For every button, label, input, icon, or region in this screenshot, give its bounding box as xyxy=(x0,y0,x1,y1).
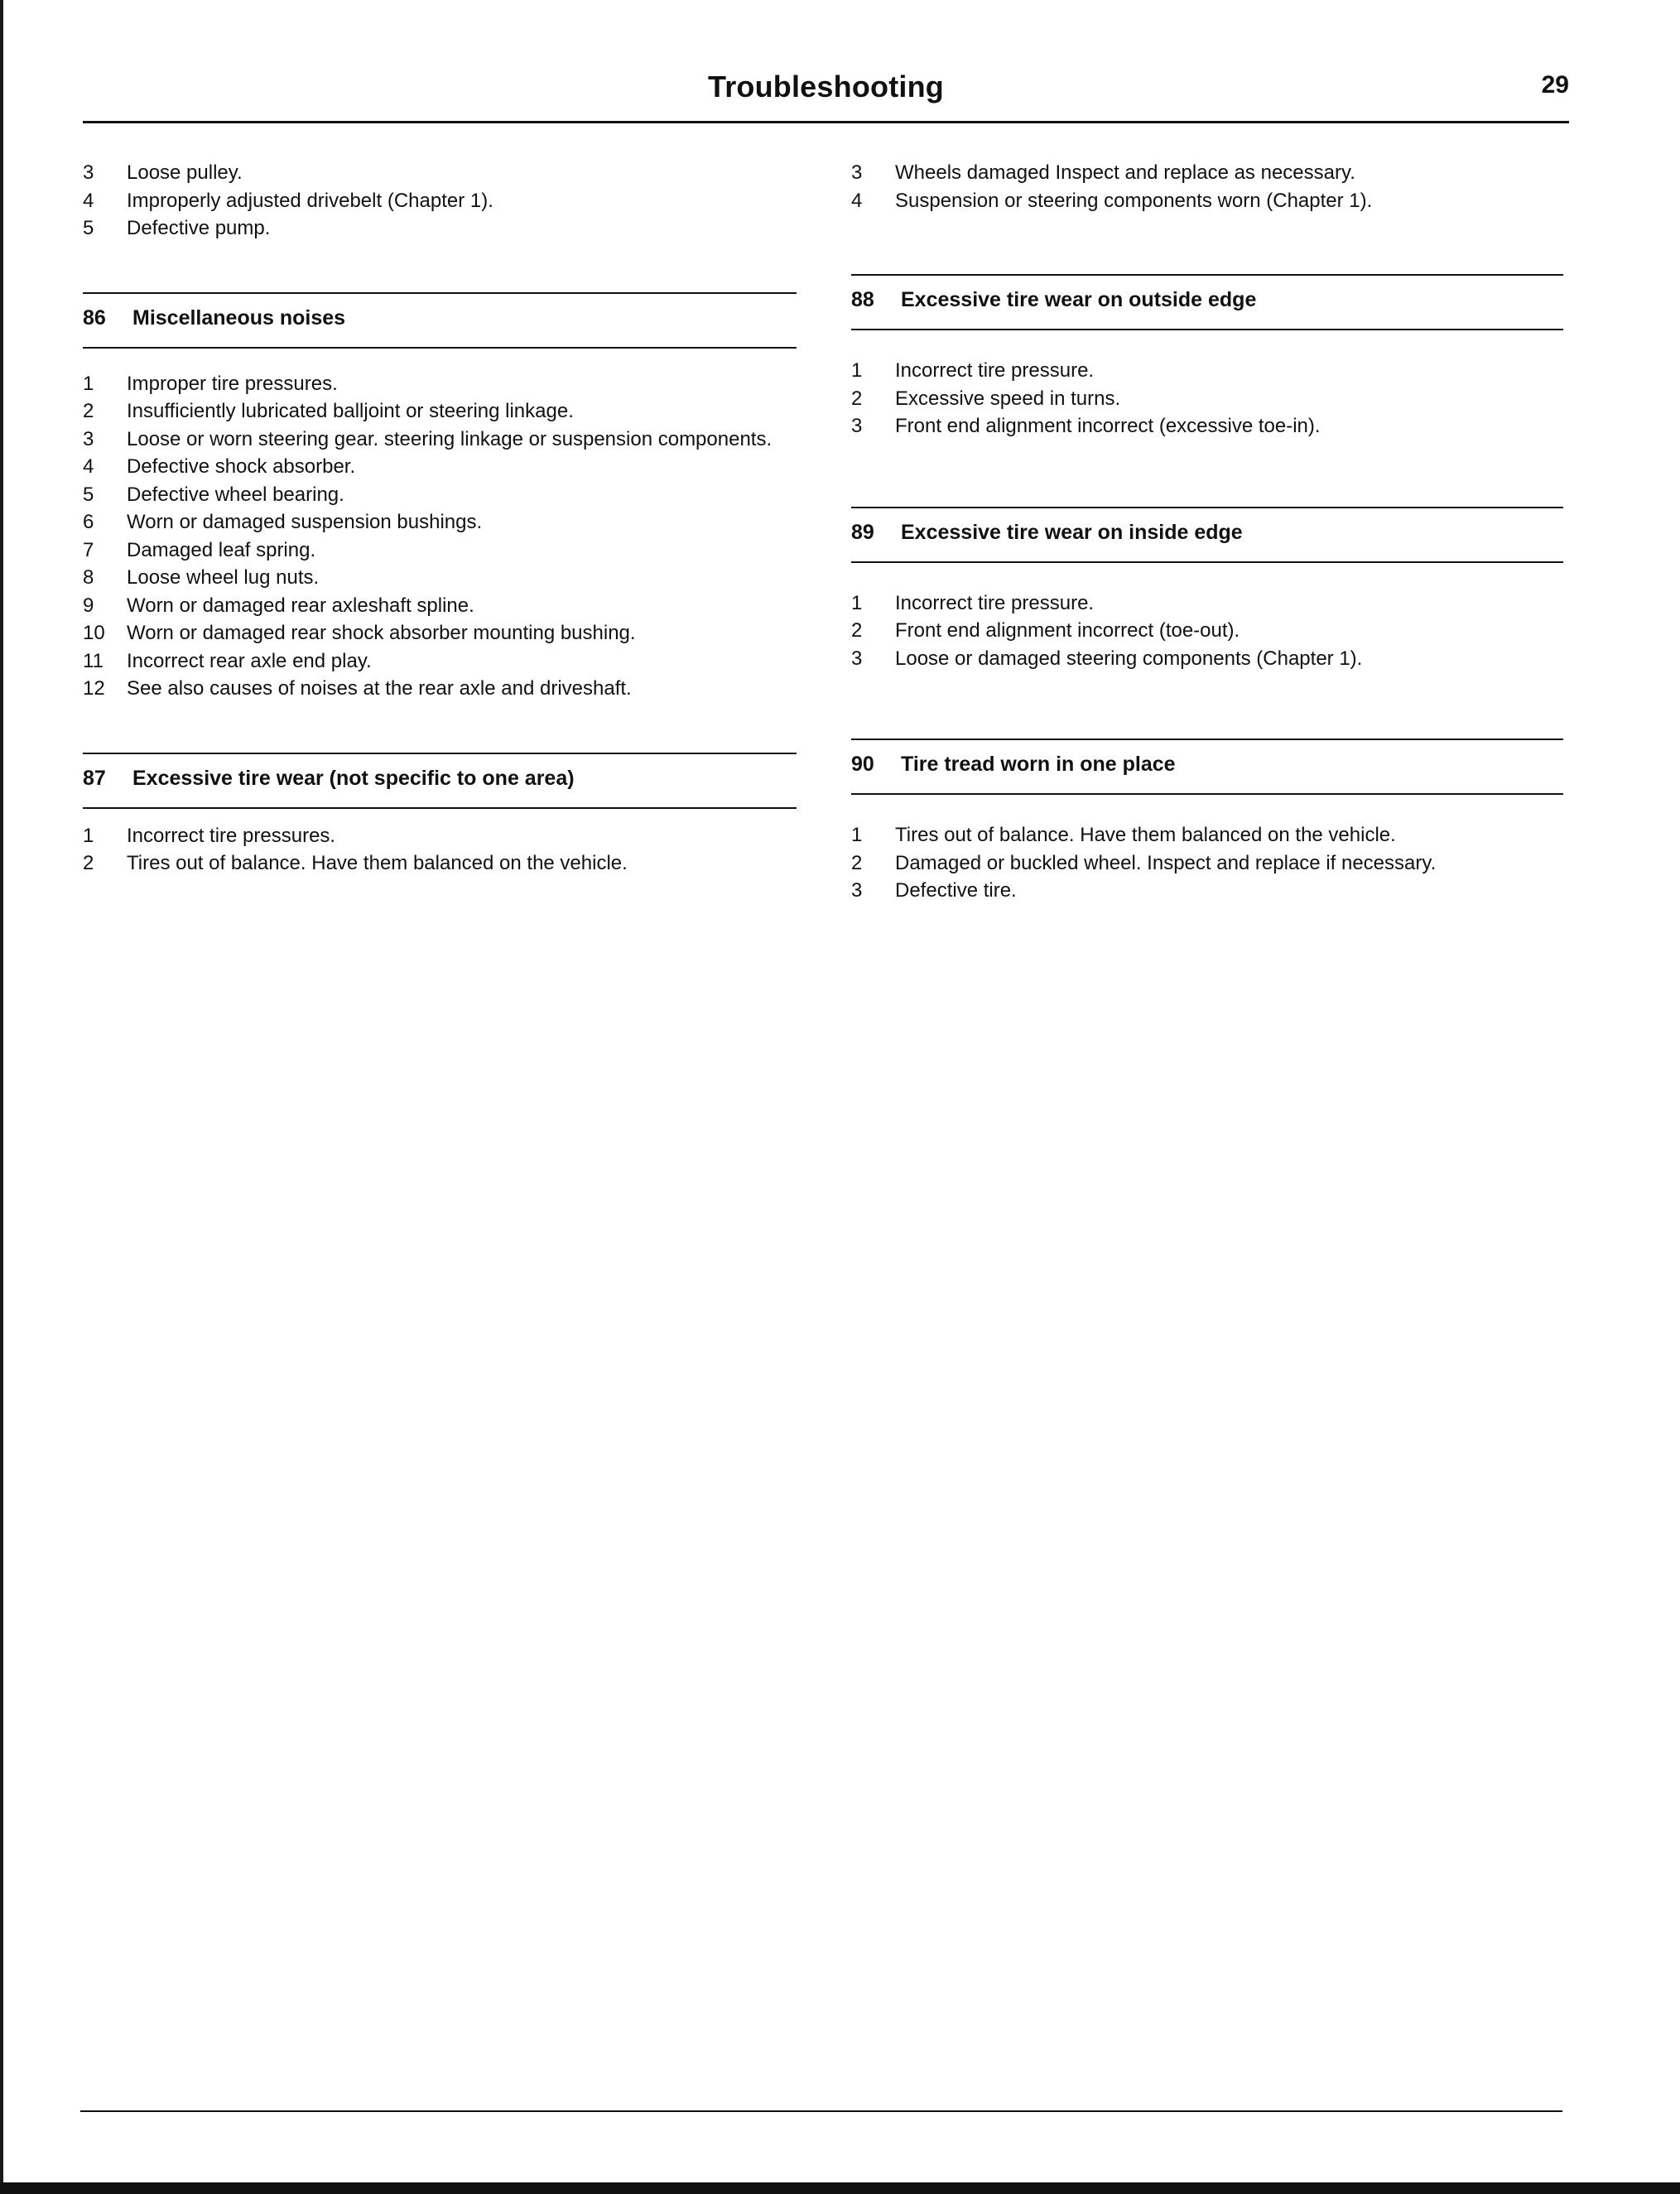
list-item xyxy=(83,426,797,454)
list-item xyxy=(83,647,797,676)
item-text: Defective shock absorber. xyxy=(127,455,356,478)
item-number: 2 xyxy=(851,851,863,874)
section-title: Excessive tire wear on outside edge xyxy=(901,288,1257,311)
item-text: Defective pump. xyxy=(127,217,271,239)
item-number: 3 xyxy=(83,427,94,450)
item-number: 3 xyxy=(83,161,94,184)
item-text: Damaged or buckled wheel. Inspect and replace if necessary. xyxy=(895,851,1437,874)
section-86-list xyxy=(83,370,797,703)
item-text: Loose wheel lug nuts. xyxy=(127,566,320,589)
list-item xyxy=(83,536,797,565)
section-number: 87 xyxy=(83,766,106,790)
item-number: 2 xyxy=(851,619,863,642)
left-column xyxy=(83,159,797,878)
list-item xyxy=(83,508,797,536)
section-title: Excessive tire wear on inside edge xyxy=(901,520,1243,544)
list-item xyxy=(83,592,797,620)
section-title: Excessive tire wear (not specific to one area) xyxy=(132,766,575,790)
item-number: 1 xyxy=(851,359,863,382)
item-text: Defective wheel bearing. xyxy=(127,483,344,506)
item-text: Worn or damaged suspension bushings. xyxy=(127,511,483,533)
footer-rule xyxy=(80,2110,1562,2112)
list-item xyxy=(851,589,1563,618)
list-item xyxy=(83,675,797,703)
section-87-list xyxy=(83,822,797,878)
item-number: 3 xyxy=(851,647,863,670)
item-number: 5 xyxy=(83,483,94,506)
item-number: 1 xyxy=(83,372,94,395)
item-text: Worn or damaged rear axleshaft spline. xyxy=(127,594,474,617)
header-rule xyxy=(83,121,1569,123)
section-number: 86 xyxy=(83,306,106,330)
continued-list xyxy=(83,159,797,243)
section-heading-90 xyxy=(851,739,1563,795)
item-number: 1 xyxy=(851,591,863,614)
item-text: Tires out of balance. Have them balanced on the vehicle. xyxy=(895,824,1396,846)
item-text: Front end alignment incorrect (toe-out). xyxy=(895,619,1240,642)
list-item xyxy=(851,849,1563,878)
item-number: 5 xyxy=(83,217,94,239)
section-90-list xyxy=(851,821,1563,905)
list-item xyxy=(851,385,1563,413)
page-title: Troubleshooting xyxy=(708,70,944,103)
continued-list xyxy=(851,159,1563,214)
item-number: 3 xyxy=(851,415,863,437)
list-item xyxy=(851,187,1563,215)
section-heading-87 xyxy=(83,753,797,809)
item-text: Improperly adjusted drivebelt (Chapter 1). xyxy=(127,189,493,212)
item-number: 2 xyxy=(83,400,94,422)
item-number: 12 xyxy=(83,677,105,700)
section-number: 90 xyxy=(851,753,874,776)
section-heading-89 xyxy=(851,507,1563,563)
list-item xyxy=(83,370,797,398)
running-head xyxy=(83,66,1569,116)
list-item xyxy=(851,877,1563,905)
list-item xyxy=(83,619,797,647)
section-title: Miscellaneous noises xyxy=(132,306,346,330)
item-number: 11 xyxy=(83,649,103,672)
item-number: 4 xyxy=(83,189,94,212)
item-text: Loose or damaged steering components (Chapter 1). xyxy=(895,647,1363,670)
list-item xyxy=(83,214,797,243)
item-number: 6 xyxy=(83,511,94,533)
item-text: Incorrect tire pressure. xyxy=(895,591,1095,614)
item-number: 3 xyxy=(851,879,863,902)
right-column xyxy=(851,159,1563,905)
list-item xyxy=(83,564,797,592)
item-text: Defective tire. xyxy=(895,879,1017,902)
item-number: 4 xyxy=(83,455,94,478)
item-text: Tires out of balance. Have them balanced on the vehicle. xyxy=(127,852,628,874)
section-heading-86 xyxy=(83,292,797,349)
page-number: 29 xyxy=(1541,71,1569,99)
section-title: Tire tread worn in one place xyxy=(901,753,1176,776)
list-item xyxy=(83,481,797,509)
list-item xyxy=(851,412,1563,440)
section-heading-88 xyxy=(851,274,1563,330)
item-number: 8 xyxy=(83,566,94,589)
item-text: Worn or damaged rear shock absorber mounting bushing. xyxy=(127,622,636,644)
list-item xyxy=(83,453,797,481)
list-item xyxy=(83,397,797,426)
list-item xyxy=(851,159,1563,187)
item-text: Incorrect rear axle end play. xyxy=(127,649,372,672)
list-item xyxy=(851,357,1563,385)
item-number: 2 xyxy=(83,852,94,874)
list-item xyxy=(83,187,797,215)
item-text: Wheels damaged Inspect and replace as necessary. xyxy=(895,161,1355,184)
item-number: 9 xyxy=(83,594,94,617)
item-text: Incorrect tire pressures. xyxy=(127,824,336,847)
section-88-list xyxy=(851,357,1563,440)
item-text: Loose pulley. xyxy=(127,161,243,184)
item-text: Excessive speed in turns. xyxy=(895,387,1121,410)
section-number: 89 xyxy=(851,520,874,544)
item-text: Loose or worn steering gear. steering linkage or suspension components. xyxy=(127,427,773,450)
item-text: Incorrect tire pressure. xyxy=(895,359,1095,382)
list-item xyxy=(851,645,1563,673)
item-text: Damaged leaf spring. xyxy=(127,538,316,561)
list-item xyxy=(851,617,1563,645)
item-text: Insufficiently lubricated balljoint or steering linkage. xyxy=(127,400,574,422)
list-item xyxy=(83,822,797,850)
list-item xyxy=(851,821,1563,849)
item-number: 1 xyxy=(83,824,94,847)
item-text: Improper tire pressures. xyxy=(127,372,338,395)
item-number: 4 xyxy=(851,189,863,212)
item-number: 1 xyxy=(851,824,863,846)
item-text: Front end alignment incorrect (excessive toe-in). xyxy=(895,415,1321,437)
section-number: 88 xyxy=(851,288,874,311)
section-89-list xyxy=(851,589,1563,673)
item-text: See also causes of noises at the rear axle and driveshaft. xyxy=(127,677,632,700)
list-item xyxy=(83,849,797,878)
item-number: 10 xyxy=(83,622,105,644)
list-item xyxy=(83,159,797,187)
item-number: 2 xyxy=(851,387,863,410)
item-text: Suspension or steering components worn (Chapter 1). xyxy=(895,189,1373,212)
scan-edge-left xyxy=(0,0,3,2194)
item-number: 3 xyxy=(851,161,863,184)
scan-edge-bottom xyxy=(0,2182,1680,2194)
item-number: 7 xyxy=(83,538,94,561)
